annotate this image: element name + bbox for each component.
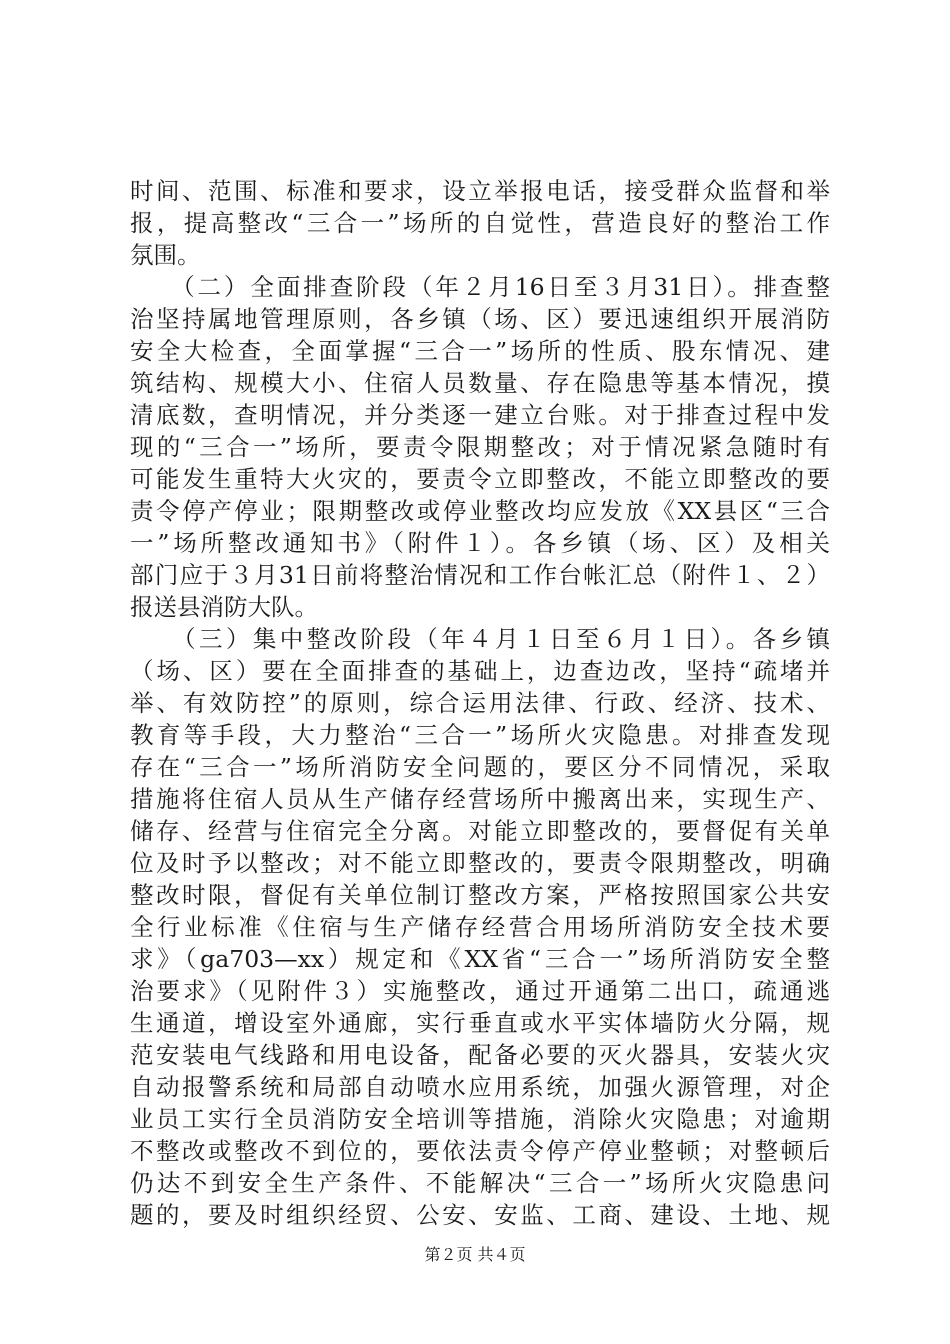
text-line: 求》（ga703—xx）规定和《XX省“三合一”场所消防安全整	[130, 945, 830, 973]
text-line: 生通道，增设室外通廊，实行垂直或水平实体墙防火分隔，规	[130, 1009, 830, 1037]
text-line: 储存、经营与住宿完全分离。对能立即整改的，要督促有关单	[130, 817, 830, 845]
text-line: 时间、范围、标准和要求，设立举报电话，接受群众监督和举	[130, 177, 830, 205]
document-body	[130, 175, 830, 1231]
text-line: 治坚持属地管理原则，各乡镇（场、区）要迅速组织开展消防	[130, 305, 830, 333]
text-line: （场、区）要在全面排查的基础上，边查边改，坚持“疏堵并	[130, 657, 830, 685]
text-line: 报送县消防大队。	[130, 593, 318, 621]
text-line: 全行业标准《住宿与生产储存经营合用场所消防安全技术要	[130, 913, 830, 941]
text-line: 存在“三合一”场所消防安全问题的，要区分不同情况，采取	[130, 753, 830, 781]
page-number-footer: 第２页 共４页	[424, 1245, 526, 1264]
text-line: 措施将住宿人员从生产储存经营场所中搬离出来，实现生产、	[130, 785, 830, 813]
text-line: 不整改或整改不到位的，要依法责令停产停业整顿；对整顿后	[130, 1137, 830, 1165]
text-line: 氛围。	[130, 241, 201, 269]
text-line: 筑结构、规模大小、住宿人员数量、存在隐患等基本情况，摸	[130, 369, 830, 397]
text-line: 教育等手段，大力整治“三合一”场所火灾隐患。对排查发现	[130, 721, 830, 749]
text-line: 安全大检查，全面掌握“三合一”场所的性质、股东情况、建	[130, 337, 830, 365]
text-line: 一”场所整改通知书》（附件１）。各乡镇（场、区）及相关	[130, 529, 830, 557]
text-line: 现的“三合一”场所，要责令限期整改；对于情况紧急随时有	[130, 433, 830, 461]
text-line: 整改时限，督促有关单位制订整改方案，严格按照国家公共安	[130, 881, 830, 909]
text-line: 治要求》（见附件３）实施整改，通过开通第二出口，疏通逃	[130, 977, 830, 1005]
text-line: 可能发生重特大火灾的，要责令立即整改，不能立即整改的要	[130, 465, 830, 493]
text-line: 部门应于３月31日前将整治情况和工作台帐汇总（附件１、２）	[130, 561, 830, 589]
text-line: 报，提高整改“三合一”场所的自觉性，营造良好的整治工作	[130, 209, 830, 237]
text-line: （二）全面排查阶段（年２月16日至３月31日）。排查整	[130, 273, 830, 301]
text-line: 清底数，查明情况，并分类逐一建立台账。对于排查过程中发	[130, 401, 830, 429]
text-line: 业员工实行全员消防安全培训等措施，消除火灾隐患；对逾期	[130, 1105, 830, 1133]
text-line: 自动报警系统和局部自动喷水应用系统，加强火源管理，对企	[130, 1073, 830, 1101]
text-line: 仍达不到安全生产条件、不能解决“三合一”场所火灾隐患问	[130, 1169, 830, 1197]
text-line: 题的，要及时组织经贸、公安、安监、工商、建设、土地、规	[130, 1201, 830, 1229]
text-line: （三）集中整改阶段（年４月１日至６月１日）。各乡镇	[130, 625, 830, 653]
text-line: 位及时予以整改；对不能立即整改的，要责令限期整改，明确	[130, 849, 830, 877]
text-line: 举、有效防控”的原则，综合运用法律、行政、经济、技术、	[130, 689, 830, 717]
text-line: 责令停产停业；限期整改或停业整改均应发放《XX县区“三合	[130, 497, 830, 525]
text-line: 范安装电气线路和用电设备，配备必要的灭火器具，安装火灾	[130, 1041, 830, 1069]
